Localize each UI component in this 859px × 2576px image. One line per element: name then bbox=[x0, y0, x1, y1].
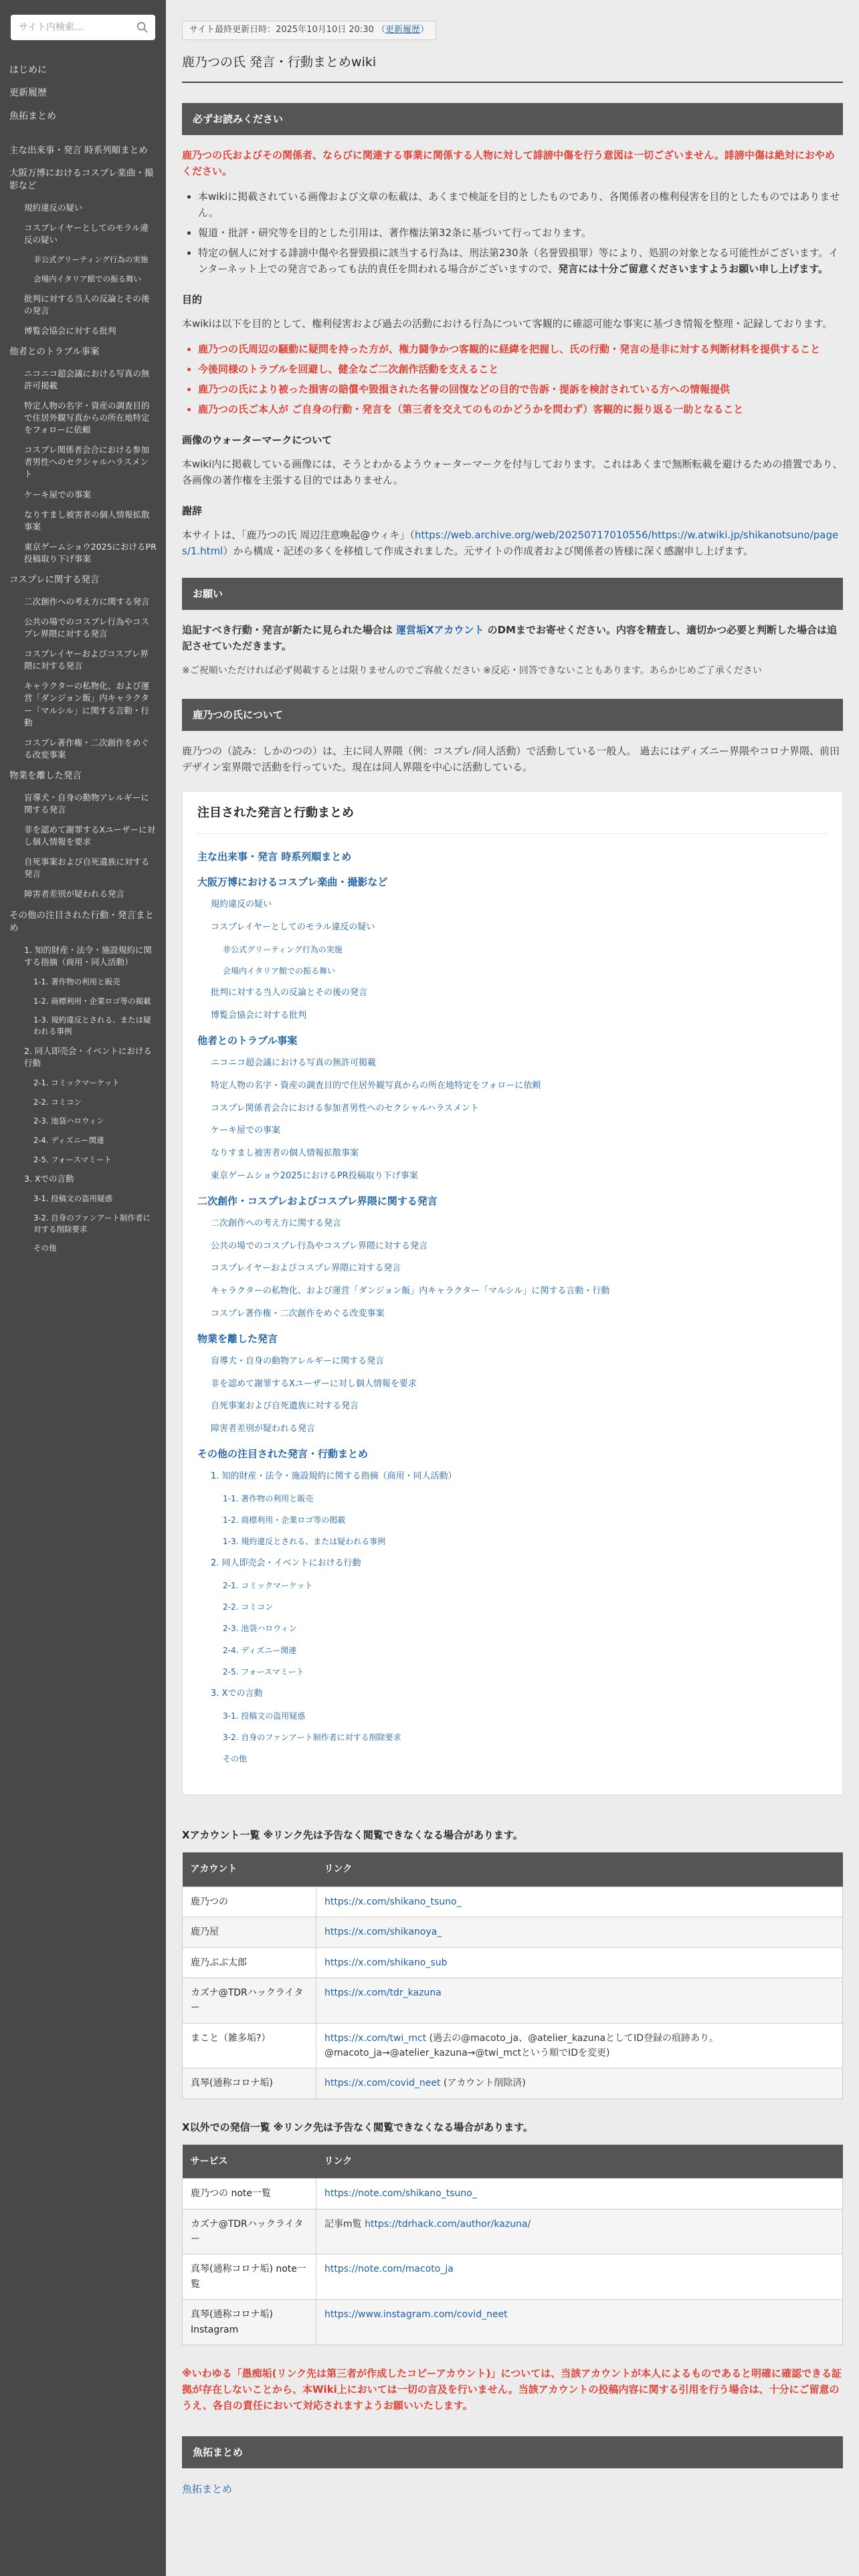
account-link-cell bbox=[316, 1917, 843, 1947]
sidebar-item[interactable]: 自死事案および自死遺族に対する発言 bbox=[24, 857, 150, 879]
x-accounts-table bbox=[182, 1852, 843, 2099]
watermark-text: 本wiki内に掲載している画像には、そうとわかるようウォーターマークを付与しております。これはあくまで無断転載を避けるための措置であり、各画像の著作権を主張する目的ではありません。 bbox=[182, 458, 843, 487]
toc-link[interactable]: 物業を離した発言 bbox=[197, 1332, 278, 1345]
toc-link[interactable]: ケーキ屋での事案 bbox=[211, 1125, 281, 1136]
sidebar-item[interactable]: コスプレに関する発言 bbox=[9, 574, 100, 586]
sidebar-link-history[interactable]: 更新履歴 bbox=[9, 88, 47, 99]
notice-list bbox=[198, 189, 843, 277]
service-link-cell bbox=[316, 2179, 843, 2209]
request-suffix: のDMまでお寄せください。内容を精査し、適切かつ必要と判断した場合は追記させていただきます。 bbox=[182, 624, 837, 653]
purpose-heading: 目的 bbox=[182, 294, 203, 306]
purpose-text: 本wikiは以下を目的として、権利侵害および過去の活動における行為について客観的に確認可能な事実に基づき情報を整理・記録しております。 bbox=[182, 318, 833, 330]
sidebar-item[interactable]: 2-5. フォースマミート bbox=[33, 1154, 112, 1164]
toc-link[interactable]: 3-2. 自身のファンアート制作者に対する削除要求 bbox=[223, 1732, 401, 1742]
sidebar-item[interactable]: 盲導犬・自身の動物アレルギーに関する発言 bbox=[24, 792, 149, 815]
sidebar-item[interactable]: 1-3. 規約違反とされる、または疑われる事例 bbox=[33, 1015, 151, 1036]
sidebar-item[interactable]: キャラクターの私物化、および運営「ダンジョン飯」内キャラクター「マルシル」に関する言動・行動 bbox=[24, 681, 150, 728]
thanks-suffix: ）から構成・記述の多くを移植して作成されました。元サイトの作成者および関係者の皆様に深く感謝申し上げます。 bbox=[223, 545, 754, 558]
service-link[interactable]: https://www.instagram.com/covid_neet bbox=[324, 2309, 508, 2321]
service-link-cell bbox=[316, 2254, 843, 2300]
sidebar-item[interactable]: 1-1. 著作物の利用と販売 bbox=[33, 976, 120, 986]
toc-link[interactable]: 東京ゲームショウ2025におけるPR投稿取り下げ事案 bbox=[211, 1170, 418, 1181]
other-accounts-body bbox=[183, 2179, 843, 2345]
toc-link[interactable]: 障害者差別が疑われる発言 bbox=[211, 1424, 316, 1434]
toc-link[interactable]: 2-4. ディズニー関連 bbox=[223, 1645, 297, 1655]
thanks-prefix: 本サイトは、「鹿乃つの氏 周辺注意喚起@ウィキ」（ bbox=[182, 529, 415, 542]
toc-link[interactable]: 公共の場でのコスプレ行為やコスプレ界隈に対する発言 bbox=[211, 1241, 427, 1251]
column-header: サービス bbox=[183, 2145, 316, 2179]
sidebar bbox=[0, 0, 166, 2576]
table-of-contents bbox=[182, 791, 843, 1796]
sidebar-item[interactable]: 東京ゲームショウ2025におけるPR投稿取り下げ事案 bbox=[24, 541, 157, 564]
sidebar-item[interactable]: 博覧会協会に対する批判 bbox=[24, 325, 116, 336]
sidebar-item[interactable]: 3-1. 投稿文の盗用疑惑 bbox=[33, 1194, 113, 1204]
account-link[interactable]: https://x.com/shikanoya_ bbox=[324, 1927, 442, 1938]
toc-link[interactable]: その他の注目された発言・行動まとめ bbox=[197, 1447, 369, 1460]
toc-link[interactable]: コスプレイヤーとしてのモラル違反の疑い bbox=[211, 922, 375, 933]
toc-link[interactable]: 博覧会協会に対する批判 bbox=[211, 1010, 307, 1021]
toc-link[interactable]: 盲導犬・自身の動物アレルギーに関する発言 bbox=[211, 1356, 385, 1366]
sidebar-item[interactable]: なりすまし被害者の個人情報拡散事案 bbox=[24, 509, 150, 532]
account-name: 鹿乃つの bbox=[183, 1887, 316, 1917]
table-row bbox=[183, 1887, 843, 1917]
toc-link[interactable]: コスプレ関係者会合における参加者男性へのセクシャルハラスメント bbox=[211, 1103, 479, 1113]
table-row bbox=[183, 2300, 843, 2345]
request-text bbox=[182, 622, 843, 654]
sidebar-item[interactable]: コスプレ著作権・二次創作をめぐる改変事案 bbox=[24, 737, 150, 760]
account-note: (過去の@macoto_ja、@atelier_kazunaとしてID登録の痕跡あり。@macoto_ja→@atelier_kazuna→@twi_mctという順でIDを変更) bbox=[324, 2032, 719, 2059]
table-row bbox=[183, 1917, 843, 1947]
account-link[interactable]: https://x.com/covid_neet bbox=[324, 2078, 441, 2089]
column-header: アカウント bbox=[183, 1852, 316, 1887]
account-link-cell bbox=[316, 1977, 843, 2023]
toc-link[interactable]: 他者とのトラブル事案 bbox=[197, 1034, 298, 1047]
purpose-item: • 鹿乃つの氏ご本人が ご自身の行動・発言を（第三者を交えてのものかどうかを問わず）客観的に振り返る一助となること bbox=[198, 401, 843, 417]
purpose-list bbox=[198, 341, 843, 417]
thanks-text bbox=[182, 527, 843, 559]
x-accounts-body bbox=[183, 1887, 843, 2099]
toc-link[interactable]: 自死事案および自死遺族に対する発言 bbox=[211, 1401, 359, 1412]
request-prefix: 追記すべき行動・発言が新たに見られた場合は bbox=[182, 624, 393, 637]
request-note: ※ご祝順いただければ必ず掲載するとは限りませんのでご容赦ください ※反応・回答できないこともあります。あらかじめご了承ください bbox=[182, 665, 762, 677]
toc-link[interactable]: 非公式グリーティング行為の実施 bbox=[223, 944, 343, 954]
sidebar-item[interactable]: 規約違反の疑い bbox=[24, 202, 83, 213]
sidebar-item[interactable]: 会場内イタリア館での振る舞い bbox=[33, 274, 141, 284]
search-input[interactable] bbox=[11, 15, 155, 40]
purpose-item: • 今後同様のトラブルを回避し、健全なご二次創作活動を支えること bbox=[198, 361, 843, 377]
toc-link[interactable]: 1-2. 商標利用・企業ロゴ等の掲載 bbox=[223, 1515, 346, 1525]
sidebar-item[interactable]: 物業を離した発言 bbox=[9, 770, 82, 782]
table-row bbox=[183, 2254, 843, 2300]
notice-text: 特定の個人に対する誹謗中傷や名誉毀損に該当する行為は、刑法第230条（名誉毀損罪）等により、処罰の対象となる可能性がございます。インターネット上での発言であっても法的責任を問われる場合がございますので、 bbox=[198, 247, 839, 276]
account-name: カズナ@TDRハックライター bbox=[183, 1977, 316, 2023]
main-content bbox=[166, 0, 859, 2576]
purpose-item: • 鹿乃つの氏により被った損害の賠償や毀損された名誉の回復などの目的で告訴・提訴を検討されている方への情報提供 bbox=[198, 381, 843, 397]
request-heading: お願い bbox=[182, 578, 843, 610]
sidebar-item[interactable]: 3. Xでの言動 bbox=[24, 1174, 74, 1184]
table-row bbox=[183, 1947, 843, 1977]
page-title: 鹿乃つの氏 発言・行動まとめwiki bbox=[182, 52, 843, 83]
toc-link[interactable]: 1-1. 著作物の利用と販売 bbox=[223, 1493, 314, 1503]
service-link[interactable]: https://note.com/macoto_ja bbox=[324, 2264, 454, 2275]
admin-x-link[interactable]: 運営垢Xアカウント bbox=[395, 624, 484, 637]
service-name: 鹿乃つの note一覧 bbox=[183, 2179, 316, 2209]
sidebar-item[interactable]: 2-3. 池袋ハロウィン bbox=[33, 1116, 104, 1126]
last-updated-text: サイト最終更新日時：2025年10月10日 20:30 bbox=[189, 25, 374, 35]
sidebar-item[interactable]: その他 bbox=[33, 1243, 57, 1253]
sidebar-nav-list bbox=[0, 140, 166, 1258]
account-link[interactable]: https://x.com/tdr_kazuna bbox=[324, 1987, 442, 1998]
sidebar-item[interactable]: ニコニコ超会議における写真の無許可掲載 bbox=[24, 368, 150, 391]
sidebar-item[interactable]: 他者とのトラブル事案 bbox=[9, 346, 100, 357]
toc-link[interactable]: キャラクターの私物化、および運営「ダンジョン飯」内キャラクター「マルシル」に関する言動・行動 bbox=[211, 1286, 610, 1297]
toc-link[interactable]: 非を認めて謝罪するXユーザーに対し個人情報を要求 bbox=[211, 1378, 417, 1389]
sidebar-item[interactable]: 特定人物の名字・資産の調査目的で住居外観写真からの所在地特定をフォローに依頼 bbox=[24, 400, 150, 435]
other-accounts-table bbox=[182, 2145, 843, 2345]
about-text: 鹿乃つの（読み：しかのつの）は、主に同人界隈（例：コスプレ/同人活動）で活動している一般人。 過去にはディズニー界隈やコロナ界隈、前田デザイン室界隈で活動を行っていた。現在は同人界隈を中心に活動している。 bbox=[182, 744, 840, 773]
toc-link[interactable]: なりすまし被害者の個人情報拡散事案 bbox=[211, 1148, 359, 1159]
toc-link[interactable]: 3. Xでの言動 bbox=[211, 1688, 263, 1699]
account-link-cell bbox=[316, 1947, 843, 1977]
column-header: リンク bbox=[316, 2145, 843, 2179]
toc-title: 注目された発言と行動まとめ bbox=[197, 804, 828, 835]
sidebar-item[interactable]: 2-2. コミコン bbox=[33, 1097, 82, 1107]
toc-link[interactable]: 2-5. フォースマミート bbox=[223, 1667, 304, 1677]
sidebar-item[interactable]: その他の注目された行動・発言まとめ bbox=[9, 909, 154, 934]
about-section bbox=[182, 699, 843, 775]
notice-emphasis: 発言には十分ご留意くださいますようお願い申し上げます。 bbox=[558, 263, 829, 276]
account-link-cell bbox=[316, 2023, 843, 2068]
table-row bbox=[183, 2023, 843, 2068]
service-link[interactable]: https://note.com/shikano_tsuno_ bbox=[324, 2188, 477, 2199]
sidebar-item[interactable]: 非を認めて謝罪するXユーザーに対し個人情報を要求 bbox=[24, 824, 156, 847]
sidebar-item[interactable]: 2. 同人即売会・イベントにおける行動 bbox=[24, 1045, 152, 1068]
sidebar-item[interactable]: 1-2. 商標利用・企業ロゴ等の掲載 bbox=[33, 996, 151, 1006]
sidebar-item[interactable]: 1. 知的財産・法令・施設規約に関する指摘（商用・同人活動） bbox=[24, 944, 152, 967]
sidebar-item[interactable]: 2-1. コミックマーケット bbox=[33, 1077, 120, 1087]
gyotaku-link[interactable]: 魚拓まとめ bbox=[182, 2482, 233, 2495]
account-name: 鹿乃ぶぶ太郎 bbox=[183, 1947, 316, 1977]
history-link[interactable]: 更新履歴 bbox=[385, 25, 421, 35]
service-name: 真琴(通称コロナ垢) note一覧 bbox=[183, 2254, 316, 2300]
sidebar-item[interactable]: 非公式グリーティング行為の実施 bbox=[33, 255, 149, 265]
toc-link[interactable]: 1. 知的財産・法令・施設規約に関する指摘（商用・同人活動） bbox=[211, 1471, 457, 1481]
service-name: カズナ@TDRハックライター bbox=[183, 2209, 316, 2254]
sidebar-item[interactable]: 批判に対する当人の反論とその後の発言 bbox=[24, 293, 150, 316]
toc-link[interactable]: 2-1. コミックマーケット bbox=[223, 1581, 313, 1591]
update-info: サイト最終更新日時：2025年10月10日 20:30 （更新履歴） bbox=[182, 21, 436, 40]
other-accounts-caption: X以外での発信一覧 ※リンク先は予告なく閲覧できなくなる場合があります。 bbox=[182, 2121, 533, 2133]
column-header: リンク bbox=[316, 1852, 843, 1887]
sidebar-item[interactable]: 3-2. 自身のファンアート制作者に対する削除要求 bbox=[33, 1212, 151, 1234]
watermark-heading: 画像のウォーターマークについて bbox=[182, 434, 332, 447]
notice-item bbox=[198, 245, 843, 277]
search-box bbox=[11, 15, 155, 40]
table-row bbox=[183, 2179, 843, 2209]
toc-link[interactable]: 主な出来事・発言 時系列順まとめ bbox=[197, 851, 352, 863]
must-read-heading: 必ずお読みください bbox=[182, 103, 843, 135]
sidebar-item[interactable]: 二次創作への考え方に関する発言 bbox=[24, 596, 150, 607]
sidebar-item[interactable]: 障害者差別が疑われる発言 bbox=[24, 889, 125, 899]
toc-link[interactable]: その他 bbox=[223, 1754, 248, 1764]
toc-link[interactable]: 2-2. コミコン bbox=[223, 1602, 274, 1612]
account-link[interactable]: https://x.com/shikano_sub bbox=[324, 1957, 448, 1968]
toc-link[interactable]: 1-3. 規約違反とされる、または疑われる事例 bbox=[223, 1537, 386, 1547]
sidebar-item[interactable]: 公共の場でのコスプレ行為やコスプレ界隈に対する発言 bbox=[24, 616, 150, 639]
table-row bbox=[183, 2068, 843, 2099]
toc-link[interactable]: 二次創作への考え方に関する発言 bbox=[211, 1218, 342, 1228]
service-link-cell bbox=[316, 2209, 843, 2254]
defamation-warning: 鹿乃つの氏およびその関係者、ならびに関連する事業に関係する人物に対して誹謗中傷を行う意図は一切ございません。誹謗中傷は絶対におやめください。 bbox=[182, 149, 835, 178]
notice-item: • 報道・批評・研究等を目的とした引用は、著作権法第32条に基づいて行っております。 bbox=[198, 225, 843, 241]
account-name: まこと（雑多垢?） bbox=[183, 2023, 316, 2068]
sidebar-item[interactable]: コスプレ関係者会合における参加者男性へのセクシャルハラスメント bbox=[24, 445, 150, 479]
toc-link[interactable]: コスプレイヤーおよびコスプレ界隈に対する発言 bbox=[211, 1263, 401, 1274]
sidebar-item[interactable]: 大阪万博におけるコスプレ楽曲・撮影など bbox=[9, 167, 154, 192]
sidebar-link-intro[interactable]: はじめに bbox=[9, 65, 47, 76]
sidebar-link-gyotaku[interactable]: 魚拓まとめ bbox=[9, 110, 56, 122]
table-row bbox=[183, 2209, 843, 2254]
account-link[interactable]: https://x.com/twi_mct bbox=[324, 2032, 427, 2044]
service-link[interactable]: https://tdrhack.com/author/kazuna/ bbox=[365, 2218, 531, 2230]
toc-link[interactable]: 大阪万博におけるコスプレ楽曲・撮影など bbox=[197, 876, 388, 889]
account-link-cell bbox=[316, 2068, 843, 2099]
account-note: (アカウント削除済) bbox=[440, 2078, 526, 2089]
gyotaku-heading: 魚拓まとめ bbox=[182, 2436, 843, 2468]
sidebar-item[interactable]: 2-4. ディズニー関連 bbox=[33, 1135, 104, 1145]
account-name: 真琴(通称コロナ垢) bbox=[183, 2068, 316, 2099]
account-name: 鹿乃屋 bbox=[183, 1917, 316, 1947]
toc-link[interactable]: 会場内イタリア館での振る舞い bbox=[223, 966, 336, 976]
sidebar-item[interactable]: 主な出来事・発言 時系列順まとめ bbox=[9, 145, 148, 156]
toc-list bbox=[197, 849, 828, 1765]
purpose-item: • 鹿乃つの氏周辺の騒動に疑問を持った方が、権力闘争かつ客観的に経緯を把握し、氏の行動・発言の是非に対する判断材料を提供すること bbox=[198, 341, 843, 357]
toc-link[interactable]: 2. 同人即売会・イベントにおける行動 bbox=[211, 1558, 361, 1569]
toc-link[interactable]: 特定人物の名字・資産の調査目的で住居外観写真からの所在地特定をフォローに依頼 bbox=[211, 1080, 541, 1091]
toc-link[interactable]: 批判に対する当人の反論とその後の発言 bbox=[211, 988, 368, 998]
service-link-cell bbox=[316, 2300, 843, 2345]
toc-link[interactable]: 3-1. 投稿文の盗用疑惑 bbox=[223, 1711, 306, 1721]
account-link-cell bbox=[316, 1887, 843, 1917]
toc-link[interactable]: ニコニコ超会議における写真の無許可掲載 bbox=[211, 1057, 377, 1068]
copy-account-warning: ※いわゆる「愚痴垢(リンク先は第三者が作成したコピーアカウント)」については、当該アカウントが本人によるものであると明確に確認できる証拠が存在しないことから、本Wiki上においては一切の言及を行いません。当該アカウントの投稿内容に関する引用を行う場合は、十分にご留意のうえ、各自の責任において対応されますようお願いいたします。 bbox=[182, 2367, 842, 2411]
table-row bbox=[183, 1977, 843, 2023]
x-accounts-caption: Xアカウント一覧 ※リンク先は予告なく閲覧できなくなる場合があります。 bbox=[182, 1829, 523, 1842]
sidebar-item[interactable]: ケーキ屋での事案 bbox=[24, 489, 92, 500]
sidebar-item[interactable]: コスプレイヤーとしてのモラル違反の疑い bbox=[24, 222, 149, 245]
request-section bbox=[182, 578, 843, 678]
notice-item: • 本wikiに掲載されている画像および文章の転載は、あくまで検証を目的としたものであり、各関係者の権利侵害を目的としたものではありません。 bbox=[198, 189, 843, 221]
sidebar-spacer bbox=[0, 128, 166, 140]
search-icon[interactable] bbox=[136, 21, 149, 33]
sidebar-item[interactable]: コスプレイヤーおよびコスプレ界隈に対する発言 bbox=[24, 649, 149, 671]
toc-link[interactable]: 規約違反の疑い bbox=[211, 899, 272, 910]
toc-link[interactable]: 二次創作・コスプレおよびコスプレ界隈に関する発言 bbox=[197, 1194, 438, 1207]
service-link-prefix: 記事m覧 bbox=[324, 2218, 365, 2230]
archive-link[interactable]: https://web.archive.org/web/20250717010556/https://w.atwiki.jp/shikanotsuno/pages/1.html bbox=[182, 529, 839, 558]
toc-link[interactable]: 2-3. 池袋ハロウィン bbox=[223, 1624, 297, 1634]
must-read-section bbox=[182, 103, 843, 559]
service-name: 真琴(通称コロナ垢) Instagram bbox=[183, 2300, 316, 2345]
toc-link[interactable]: コスプレ著作権・二次創作をめぐる改変事案 bbox=[211, 1308, 385, 1319]
about-heading: 鹿乃つの氏について bbox=[182, 699, 843, 731]
account-link[interactable]: https://x.com/shikano_tsuno_ bbox=[324, 1896, 462, 1907]
thanks-heading: 謝辞 bbox=[182, 505, 203, 518]
